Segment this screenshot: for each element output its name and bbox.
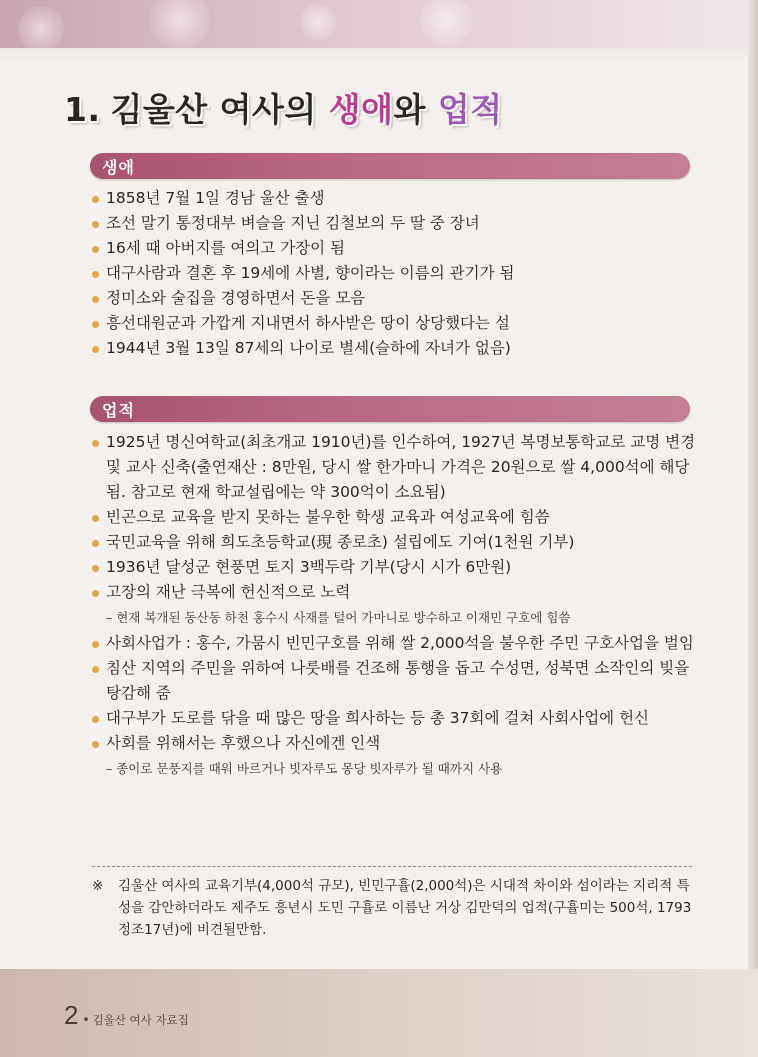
flower-decoration <box>150 0 210 50</box>
footnote-text: 김울산 여사의 교육기부(4,000석 규모), 빈민구휼(2,000석)은 시대적 차이와 섬이라는 지리적 특성을 감안하더라도 제주도 흥년시 도민 구휼로 이름난 거상 김만덕의 업적(구휼미는 500석, 1793 정조17년)에 비견될만함. <box>118 878 692 938</box>
list-item <box>92 731 698 756</box>
title-text-1: 김울산 여사의 <box>110 90 329 129</box>
title-text-2: 와 <box>393 90 438 129</box>
page-number: 2 <box>64 1000 79 1030</box>
list-item-text: 16세 때 아버지를 여의고 가장이 됨 <box>106 239 346 257</box>
dashed-divider <box>92 866 692 867</box>
list-item-text: 정미소와 술집을 경영하면서 돈을 모음 <box>106 289 366 307</box>
title-number: 1. <box>64 90 101 129</box>
list-item <box>92 336 698 361</box>
bullet-icon <box>92 716 99 723</box>
flower-decoration <box>18 6 64 52</box>
list-item <box>92 706 698 731</box>
list-item-text: 조선 말기 통정대부 벼슬을 지닌 김철보의 두 딸 중 장녀 <box>106 214 480 232</box>
bullet-icon <box>92 296 99 303</box>
title-highlight-life: 생애 <box>328 90 394 129</box>
bullet-icon <box>92 196 99 203</box>
bullet-icon <box>92 515 99 522</box>
list-item-text: 고장의 재난 극복에 헌신적으로 노력 <box>106 583 351 601</box>
list-item <box>92 530 698 555</box>
section-label-life: 생애 <box>102 158 135 177</box>
flower-decoration <box>420 0 472 46</box>
list-item-text: 1944년 3월 13일 87세의 나이로 별세(슬하에 자녀가 없음) <box>106 339 511 357</box>
section-header-life <box>90 153 690 179</box>
list-item <box>92 186 698 211</box>
bullet-icon <box>92 741 99 748</box>
list-item <box>92 311 698 336</box>
life-list <box>92 186 698 361</box>
bullet-icon <box>92 666 99 673</box>
bullet-icon <box>92 641 99 648</box>
list-item-text: 대구사람과 결혼 후 19세에 사별, 향이라는 이름의 관기가 됨 <box>106 264 515 282</box>
achievements-list <box>92 430 698 782</box>
list-item <box>92 555 698 580</box>
list-item <box>92 261 698 286</box>
page-footer <box>64 1000 189 1031</box>
list-item-text: 침산 지역의 주민을 위하여 나룻배를 건조해 통행을 돕고 수성면, 성북면 소작인의 빚을 탕감해 줌 <box>106 659 690 702</box>
bullet-icon <box>92 221 99 228</box>
page-spine-edge <box>748 0 758 1057</box>
list-item-text: 1858년 7월 1일 경남 울산 출생 <box>106 189 325 207</box>
list-item <box>92 430 698 505</box>
list-item <box>92 631 698 656</box>
page-title <box>64 84 503 131</box>
bullet-icon <box>92 440 99 447</box>
section-label-achievements: 업적 <box>102 401 135 420</box>
list-item-text: 빈곤으로 교육을 받지 못하는 불우한 학생 교육과 여성교육에 힘씀 <box>106 508 550 526</box>
list-item-text: 흥선대원군과 가깝게 지내면서 하사받은 땅이 상당했다는 설 <box>106 314 510 332</box>
header-decoration-band <box>0 0 758 62</box>
bullet-icon <box>92 590 99 597</box>
sub-list-item: – 종이로 문풍지를 때워 바르거나 빗자루도 몽당 빗자루가 될 때까지 사용 <box>106 761 503 776</box>
list-item <box>92 505 698 530</box>
list-item-text: 사회사업가 : 홍수, 가뭄시 빈민구호를 위해 쌀 2,000석을 불우한 주민 구호사업을 벌임 <box>106 634 694 652</box>
footer-text: 김울산 여사 자료집 <box>92 1013 189 1027</box>
section-header-achievements <box>90 396 690 422</box>
list-item <box>92 656 698 706</box>
bullet-icon <box>92 271 99 278</box>
bullet-icon <box>92 321 99 328</box>
reference-mark: ※ <box>92 878 104 894</box>
list-item-text: 국민교육을 위해 희도초등학교(現 종로초) 설립에도 기여(1천원 기부) <box>106 533 575 551</box>
bullet-icon <box>92 540 99 547</box>
footnote <box>92 875 696 941</box>
list-item <box>92 580 698 605</box>
flower-decoration <box>300 4 336 40</box>
list-item-text: 1925년 명신여학교(최초개교 1910년)를 인수하여, 1927년 복명보통학교로 교명 변경 및 교사 신축(출연재산 : 8만원, 당시 쌀 한가마니 가격은 20원으로 쌀 4,000석에 해당됨. 참고로 현재 학교설립에는 약 300억이 소요됨) <box>106 433 696 501</box>
list-item <box>92 286 698 311</box>
list-item <box>92 236 698 261</box>
list-item-text: 1936년 달성군 현풍면 토지 3백두락 기부(당시 시가 6만원) <box>106 558 512 576</box>
bullet-icon <box>92 346 99 353</box>
sub-list-item: – 현재 복개된 동산동 하천 홍수시 사재를 털어 가마니로 방수하고 이재민 구호에 힘씀 <box>106 610 571 625</box>
list-item <box>92 211 698 236</box>
list-item-text: 사회를 위해서는 후했으나 자신에겐 인색 <box>106 734 381 752</box>
bullet-icon <box>92 246 99 253</box>
footer-dot: • <box>82 1013 90 1027</box>
list-item-text: 대구부가 도로를 닦을 때 많은 땅을 희사하는 등 총 37회에 걸쳐 사회사업에 헌신 <box>106 709 650 727</box>
bullet-icon <box>92 565 99 572</box>
title-highlight-achievements: 업적 <box>437 90 503 129</box>
